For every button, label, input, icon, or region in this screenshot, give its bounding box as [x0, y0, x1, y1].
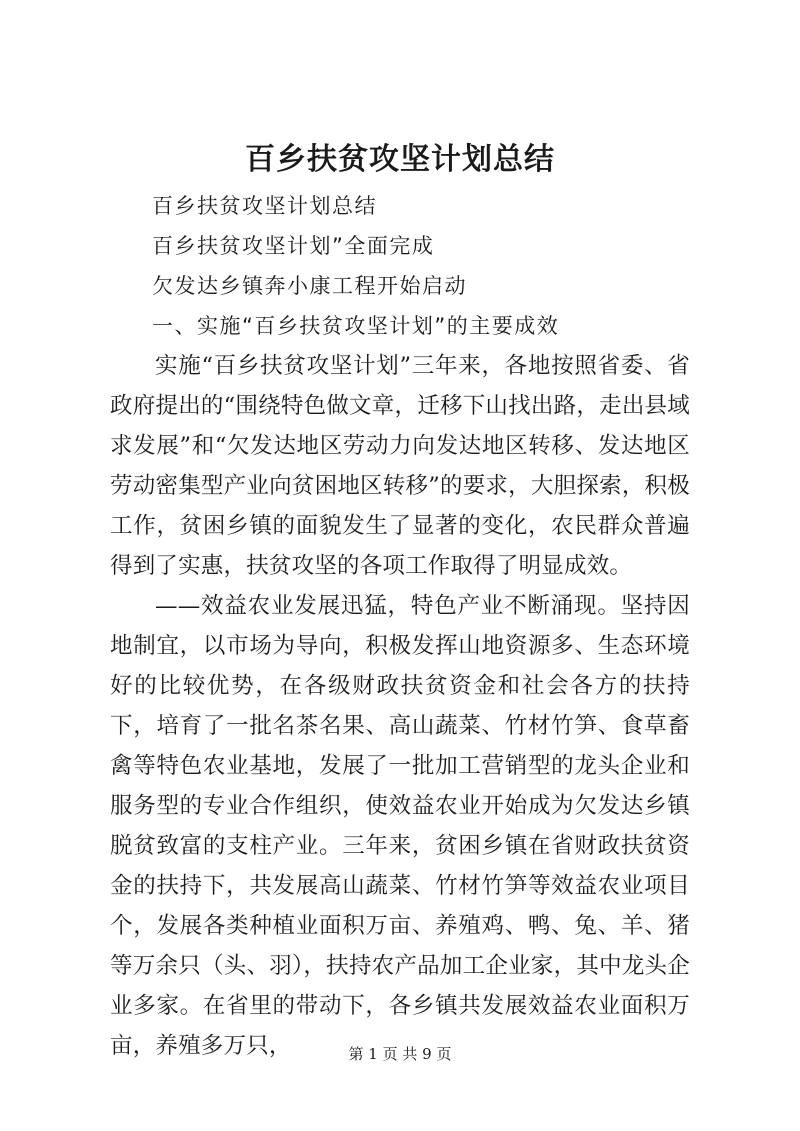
body-paragraph: ——效益农业发展迅猛，特色产业不断涌现。坚持因地制宜，以市场为导向，积极发挥山地资源多、生态环境好的比较优势，在各级财政扶贫资金和社会各方的扶持下，培育了一批名茶名果、高山蔬菜、竹材竹笋、食草畜禽等特色农业基地，发展了一批加工营销型的龙头企业和服务型的专业合作组织，使效益农业开始成为欠发达乡镇脱贫致富的支柱产业。三年来，贫困乡镇在省财政扶贫资金的扶持下，共发展高山蔬菜、竹材竹笋等效益农业项目个，发展各类种植业面积万亩、养殖鸡、鸭、兔、羊、猪等万余只（头、羽），扶持农产品加工企业家，其中龙头企业多家。在省里的带动下，各乡镇共发展效益农业面积万亩，养殖多万只，: [110, 593, 690, 1059]
document-title: 百乡扶贫攻坚计划总结: [245, 142, 555, 177]
subheading-1: 百乡扶贫攻坚计划总结: [152, 194, 377, 218]
page-number: 第 1 页 共 9 页: [348, 1045, 452, 1063]
document-body: [110, 186, 690, 1066]
body-paragraph: 实施“百乡扶贫攻坚计划”三年来，各地按照省委、省政府提出的“围绕特色做文章，迁移下山找出路，走出县域求发展”和“欠发达地区劳动力向发达地区转移、发达地区劳动密集型产业向贫困地区转移”的要求，大胆探索，积极工作，贫困乡镇的面貌发生了显著的变化，农民群众普遍得到了实惠，扶贫攻坚的各项工作取得了明显成效。: [110, 353, 690, 579]
section-heading: 一、实施“百乡扶贫攻坚计划”的主要成效: [152, 314, 560, 338]
subheading-3: 欠发达乡镇奔小康工程开始启动: [152, 274, 467, 298]
subheading-2: 百乡扶贫攻坚计划”全面完成: [152, 234, 435, 258]
